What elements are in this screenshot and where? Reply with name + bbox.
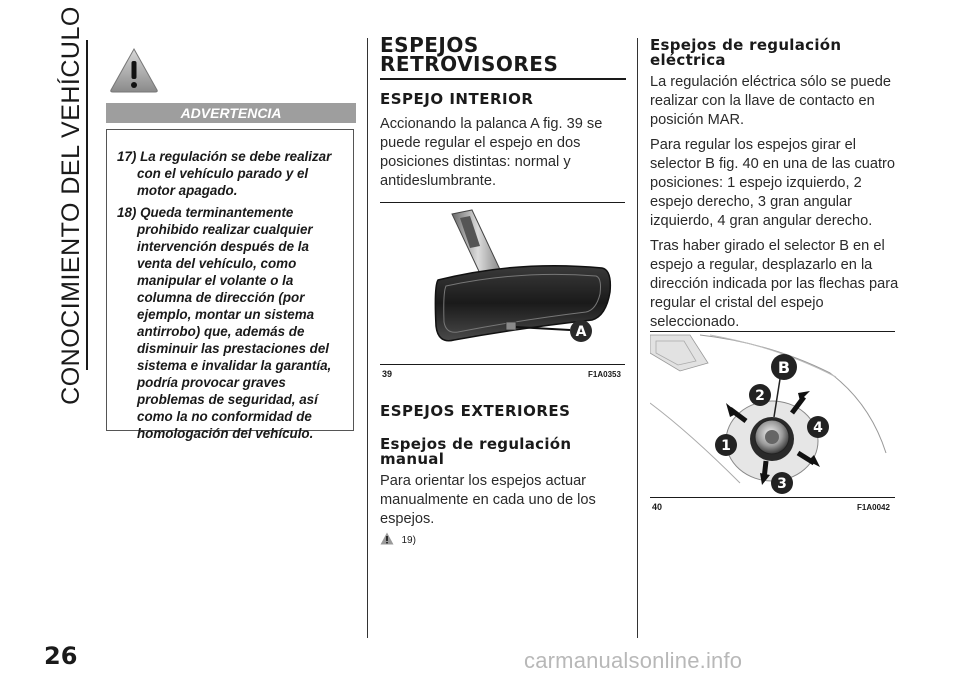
side-chapter-title-text: CONOCIMIENTO DEL VEHÍCULO [56,5,85,405]
electric-mirrors-paragraph-1: La regulación eléctrica sólo se puede realizar con la llave de contacto en posición MAR. [650,74,891,128]
fig40-label-1: 1 [721,438,731,454]
electric-mirrors-text [650,73,902,338]
fig39-label-a: A [575,324,587,340]
interior-mirror-text [380,115,620,197]
warning-item-18: 18) Queda terminantemente prohibido realizar cualquier intervención después de la venta del vehículo, como manipular el volante o la columna de dirección (por ejemplo, montar un sistema antirrobo) que, además de disminuir las prestaciones del sistema e invalidar la garantía, podría provocar graves problemas de seguridad, así como la no conformidad de homologación del vehículo. [117,205,332,441]
fig39-code: F1A0353 [588,370,621,379]
fig40-label-2: 2 [755,388,765,404]
interior-mirror-paragraph: Accionando la palanca A fig. 39 se puede regular el espejo en dos posiciones distintas: normal y antideslumbrante. [380,116,603,189]
column-divider-1 [367,38,368,638]
electric-mirrors-heading [650,38,900,68]
fig40-number: 40 [652,502,663,512]
fig40-label-b: B [777,358,791,377]
fig40-top-rule [650,331,895,332]
column-divider-2 [637,38,638,638]
fig39-bottom-rule [380,364,625,365]
electric-mirrors-heading-line2: eléctrica [650,51,726,69]
manual-mirrors-paragraph: Para orientar los espejos actuar manualmente en cada uno de los espejos. [380,473,596,527]
fig39-number: 39 [382,369,393,379]
fig40-label-4: 4 [813,420,823,436]
fig40-code: F1A0042 [857,503,890,512]
watermark-text: carmanualsonline.info [524,648,743,673]
manual-mirrors-heading [380,437,626,467]
warning-item-17: 17) La regulación se debe realizar con el vehículo parado y el motor apagado. [117,149,332,198]
exterior-mirrors-heading: ESPEJOS EXTERIORES [380,402,571,420]
warning-box [106,129,354,441]
electric-mirrors-heading-line1: Espejos de regulación [650,36,842,54]
section-title-line1: ESPEJOS [380,33,479,57]
section-title [380,33,626,80]
fig39-interior-mirror-illustration [380,206,625,362]
warning-reference-number: 19) [401,535,416,546]
warning-header: ADVERTENCIA [106,103,356,123]
side-rule [86,40,88,370]
small-warning-icon [380,532,394,545]
fig39-top-rule [380,202,625,203]
fig40-mirror-selector-illustration [650,333,895,495]
manual-mirrors-heading-line2: manual [380,450,445,468]
warning-reference [380,532,416,550]
fig40-label-3: 3 [777,476,787,492]
manual-mirrors-heading-line1: Espejos de regulación [380,435,572,453]
electric-mirrors-paragraph-3: Tras haber girado el selector B en el espejo a regular, desplazarlo en la dirección indicada por las flechas para regular el cristal del espejo seleccionado. [650,238,899,330]
warning-triangle-icon [108,46,160,94]
page-number: 26 [44,642,78,670]
section-title-line2: RETROVISORES [380,52,559,76]
manual-mirrors-text [380,472,620,535]
electric-mirrors-paragraph-2: Para regular los espejos girar el selector B fig. 40 en una de las cuatro posiciones: 1 espejo izquierdo, 2 espejo derecho, 3 gran angular izquierdo, 4 gran angular derecho. [650,137,896,229]
fig40-bottom-rule [650,497,895,498]
interior-mirror-heading: ESPEJO INTERIOR [380,90,534,108]
